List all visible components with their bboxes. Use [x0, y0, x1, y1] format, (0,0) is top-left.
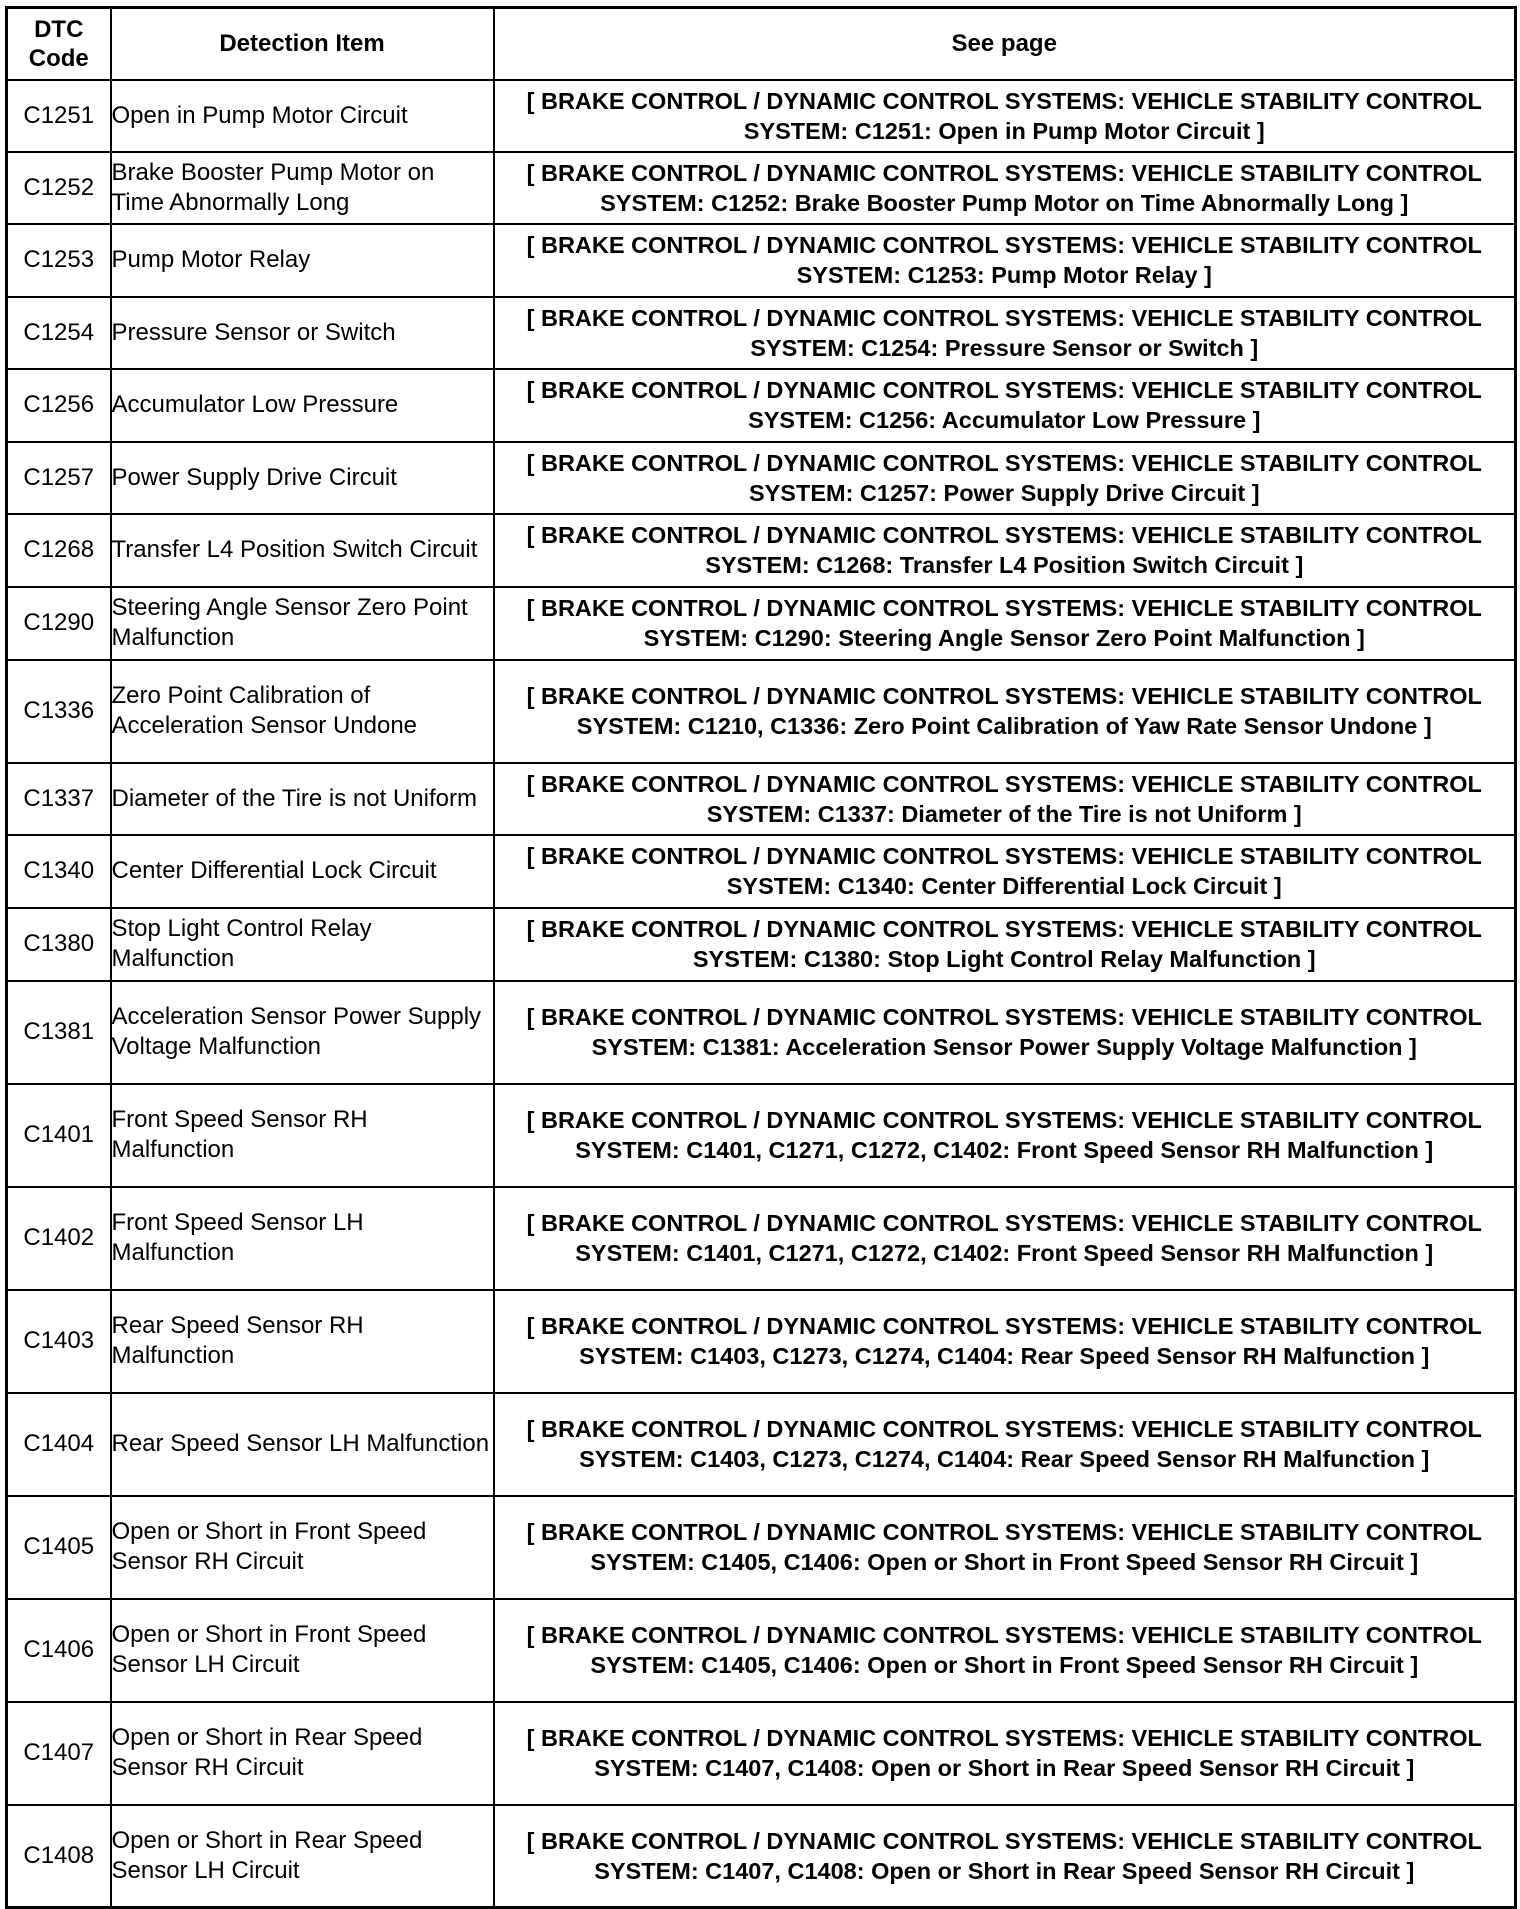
header-detection-item: Detection Item — [111, 8, 494, 80]
dtc-code-cell: C1336 — [7, 660, 111, 763]
see-page-cell: [ BRAKE CONTROL / DYNAMIC CONTROL SYSTEMS: VEHICLE STABILITY CONTROL SYSTEM: C1401, C1271, C1272, C1402: Front Speed Sensor RH Malfunction ] — [494, 1084, 1516, 1187]
see-page-cell: [ BRAKE CONTROL / DYNAMIC CONTROL SYSTEMS: VEHICLE STABILITY CONTROL SYSTEM: C1210, C1336: Zero Point Calibration of Yaw Rate Sensor Undone ] — [494, 660, 1516, 763]
see-page-cell: [ BRAKE CONTROL / DYNAMIC CONTROL SYSTEMS: VEHICLE STABILITY CONTROL SYSTEM: C1405, C1406: Open or Short in Front Speed Sensor RH Circuit ] — [494, 1599, 1516, 1702]
table-row — [7, 1084, 1516, 1187]
detection-item-cell: Open or Short in Rear Speed Sensor LH Circuit — [111, 1805, 494, 1908]
detection-item-cell: Transfer L4 Position Switch Circuit — [111, 514, 494, 587]
table-row — [7, 660, 1516, 763]
dtc-code-cell: C1254 — [7, 297, 111, 369]
detection-item-cell: Accumulator Low Pressure — [111, 369, 494, 442]
table-row — [7, 981, 1516, 1084]
dtc-code-cell: C1404 — [7, 1393, 111, 1496]
detection-item-cell: Brake Booster Pump Motor on Time Abnormally Long — [111, 152, 494, 224]
header-see-page: See page — [494, 8, 1516, 80]
header-dtc-code-label: DTC Code — [28, 15, 89, 72]
detection-item-cell: Pressure Sensor or Switch — [111, 297, 494, 369]
header-dtc-code — [7, 8, 111, 80]
dtc-code-cell: C1406 — [7, 1599, 111, 1702]
see-page-cell: [ BRAKE CONTROL / DYNAMIC CONTROL SYSTEMS: VEHICLE STABILITY CONTROL SYSTEM: C1256: Accumulator Low Pressure ] — [494, 369, 1516, 442]
dtc-code-cell: C1337 — [7, 763, 111, 835]
dtc-code-cell: C1401 — [7, 1084, 111, 1187]
dtc-table — [5, 6, 1517, 1909]
table-row — [7, 1187, 1516, 1290]
table-row — [7, 514, 1516, 587]
detection-item-cell: Rear Speed Sensor LH Malfunction — [111, 1393, 494, 1496]
see-page-cell: [ BRAKE CONTROL / DYNAMIC CONTROL SYSTEMS: VEHICLE STABILITY CONTROL SYSTEM: C1254: Pressure Sensor or Switch ] — [494, 297, 1516, 369]
table-row — [7, 297, 1516, 369]
detection-item-cell: Rear Speed Sensor RH Malfunction — [111, 1290, 494, 1393]
table-row — [7, 835, 1516, 908]
detection-item-cell: Acceleration Sensor Power Supply Voltage Malfunction — [111, 981, 494, 1084]
table-row — [7, 442, 1516, 514]
see-page-cell: [ BRAKE CONTROL / DYNAMIC CONTROL SYSTEMS: VEHICLE STABILITY CONTROL SYSTEM: C1380: Stop Light Control Relay Malfunction ] — [494, 908, 1516, 981]
detection-item-cell: Front Speed Sensor RH Malfunction — [111, 1084, 494, 1187]
see-page-cell: [ BRAKE CONTROL / DYNAMIC CONTROL SYSTEMS: VEHICLE STABILITY CONTROL SYSTEM: C1401, C1271, C1272, C1402: Front Speed Sensor RH Malfunction ] — [494, 1187, 1516, 1290]
dtc-code-cell: C1252 — [7, 152, 111, 224]
detection-item-cell: Open or Short in Front Speed Sensor RH Circuit — [111, 1496, 494, 1599]
table-row — [7, 1805, 1516, 1908]
table-row — [7, 763, 1516, 835]
table-row — [7, 80, 1516, 152]
detection-item-cell: Center Differential Lock Circuit — [111, 835, 494, 908]
dtc-code-cell: C1380 — [7, 908, 111, 981]
see-page-cell: [ BRAKE CONTROL / DYNAMIC CONTROL SYSTEMS: VEHICLE STABILITY CONTROL SYSTEM: C1252: Brake Booster Pump Motor on Time Abnormally Long ] — [494, 152, 1516, 224]
dtc-code-cell: C1408 — [7, 1805, 111, 1908]
table-row — [7, 1496, 1516, 1599]
dtc-code-cell: C1257 — [7, 442, 111, 514]
see-page-cell: [ BRAKE CONTROL / DYNAMIC CONTROL SYSTEMS: VEHICLE STABILITY CONTROL SYSTEM: C1268: Transfer L4 Position Switch Circuit ] — [494, 514, 1516, 587]
table-row — [7, 369, 1516, 442]
detection-item-cell: Open or Short in Front Speed Sensor LH Circuit — [111, 1599, 494, 1702]
table-row — [7, 587, 1516, 660]
dtc-code-cell: C1407 — [7, 1702, 111, 1805]
see-page-cell: [ BRAKE CONTROL / DYNAMIC CONTROL SYSTEMS: VEHICLE STABILITY CONTROL SYSTEM: C1381: Acceleration Sensor Power Supply Voltage Malfunction ] — [494, 981, 1516, 1084]
table-row — [7, 224, 1516, 297]
detection-item-cell: Open or Short in Rear Speed Sensor RH Circuit — [111, 1702, 494, 1805]
dtc-code-cell: C1405 — [7, 1496, 111, 1599]
table-row — [7, 908, 1516, 981]
detection-item-cell: Stop Light Control Relay Malfunction — [111, 908, 494, 981]
see-page-cell: [ BRAKE CONTROL / DYNAMIC CONTROL SYSTEMS: VEHICLE STABILITY CONTROL SYSTEM: C1257: Power Supply Drive Circuit ] — [494, 442, 1516, 514]
table-row — [7, 1599, 1516, 1702]
see-page-cell: [ BRAKE CONTROL / DYNAMIC CONTROL SYSTEMS: VEHICLE STABILITY CONTROL SYSTEM: C1251: Open in Pump Motor Circuit ] — [494, 80, 1516, 152]
header-row — [7, 8, 1516, 80]
detection-item-cell: Front Speed Sensor LH Malfunction — [111, 1187, 494, 1290]
detection-item-cell: Steering Angle Sensor Zero Point Malfunction — [111, 587, 494, 660]
dtc-code-cell: C1381 — [7, 981, 111, 1084]
dtc-code-cell: C1402 — [7, 1187, 111, 1290]
see-page-cell: [ BRAKE CONTROL / DYNAMIC CONTROL SYSTEMS: VEHICLE STABILITY CONTROL SYSTEM: C1337: Diameter of the Tire is not Uniform ] — [494, 763, 1516, 835]
detection-item-cell: Zero Point Calibration of Acceleration Sensor Undone — [111, 660, 494, 763]
see-page-cell: [ BRAKE CONTROL / DYNAMIC CONTROL SYSTEMS: VEHICLE STABILITY CONTROL SYSTEM: C1407, C1408: Open or Short in Rear Speed Sensor RH Circuit ] — [494, 1805, 1516, 1908]
detection-item-cell: Open in Pump Motor Circuit — [111, 80, 494, 152]
see-page-cell: [ BRAKE CONTROL / DYNAMIC CONTROL SYSTEMS: VEHICLE STABILITY CONTROL SYSTEM: C1403, C1273, C1274, C1404: Rear Speed Sensor RH Malfunction ] — [494, 1290, 1516, 1393]
see-page-cell: [ BRAKE CONTROL / DYNAMIC CONTROL SYSTEMS: VEHICLE STABILITY CONTROL SYSTEM: C1290: Steering Angle Sensor Zero Point Malfunction ] — [494, 587, 1516, 660]
dtc-code-cell: C1268 — [7, 514, 111, 587]
dtc-code-cell: C1256 — [7, 369, 111, 442]
see-page-cell: [ BRAKE CONTROL / DYNAMIC CONTROL SYSTEMS: VEHICLE STABILITY CONTROL SYSTEM: C1340: Center Differential Lock Circuit ] — [494, 835, 1516, 908]
see-page-cell: [ BRAKE CONTROL / DYNAMIC CONTROL SYSTEMS: VEHICLE STABILITY CONTROL SYSTEM: C1403, C1273, C1274, C1404: Rear Speed Sensor RH Malfunction ] — [494, 1393, 1516, 1496]
table-row — [7, 1702, 1516, 1805]
detection-item-cell: Power Supply Drive Circuit — [111, 442, 494, 514]
dtc-code-cell: C1403 — [7, 1290, 111, 1393]
dtc-code-cell: C1290 — [7, 587, 111, 660]
dtc-code-cell: C1253 — [7, 224, 111, 297]
see-page-cell: [ BRAKE CONTROL / DYNAMIC CONTROL SYSTEMS: VEHICLE STABILITY CONTROL SYSTEM: C1405, C1406: Open or Short in Front Speed Sensor RH Circuit ] — [494, 1496, 1516, 1599]
table-row — [7, 152, 1516, 224]
dtc-code-cell: C1251 — [7, 80, 111, 152]
detection-item-cell: Diameter of the Tire is not Uniform — [111, 763, 494, 835]
see-page-cell: [ BRAKE CONTROL / DYNAMIC CONTROL SYSTEMS: VEHICLE STABILITY CONTROL SYSTEM: C1407, C1408: Open or Short in Rear Speed Sensor RH Circuit ] — [494, 1702, 1516, 1805]
table-row — [7, 1290, 1516, 1393]
dtc-code-cell: C1340 — [7, 835, 111, 908]
table-row — [7, 1393, 1516, 1496]
see-page-cell: [ BRAKE CONTROL / DYNAMIC CONTROL SYSTEMS: VEHICLE STABILITY CONTROL SYSTEM: C1253: Pump Motor Relay ] — [494, 224, 1516, 297]
detection-item-cell: Pump Motor Relay — [111, 224, 494, 297]
